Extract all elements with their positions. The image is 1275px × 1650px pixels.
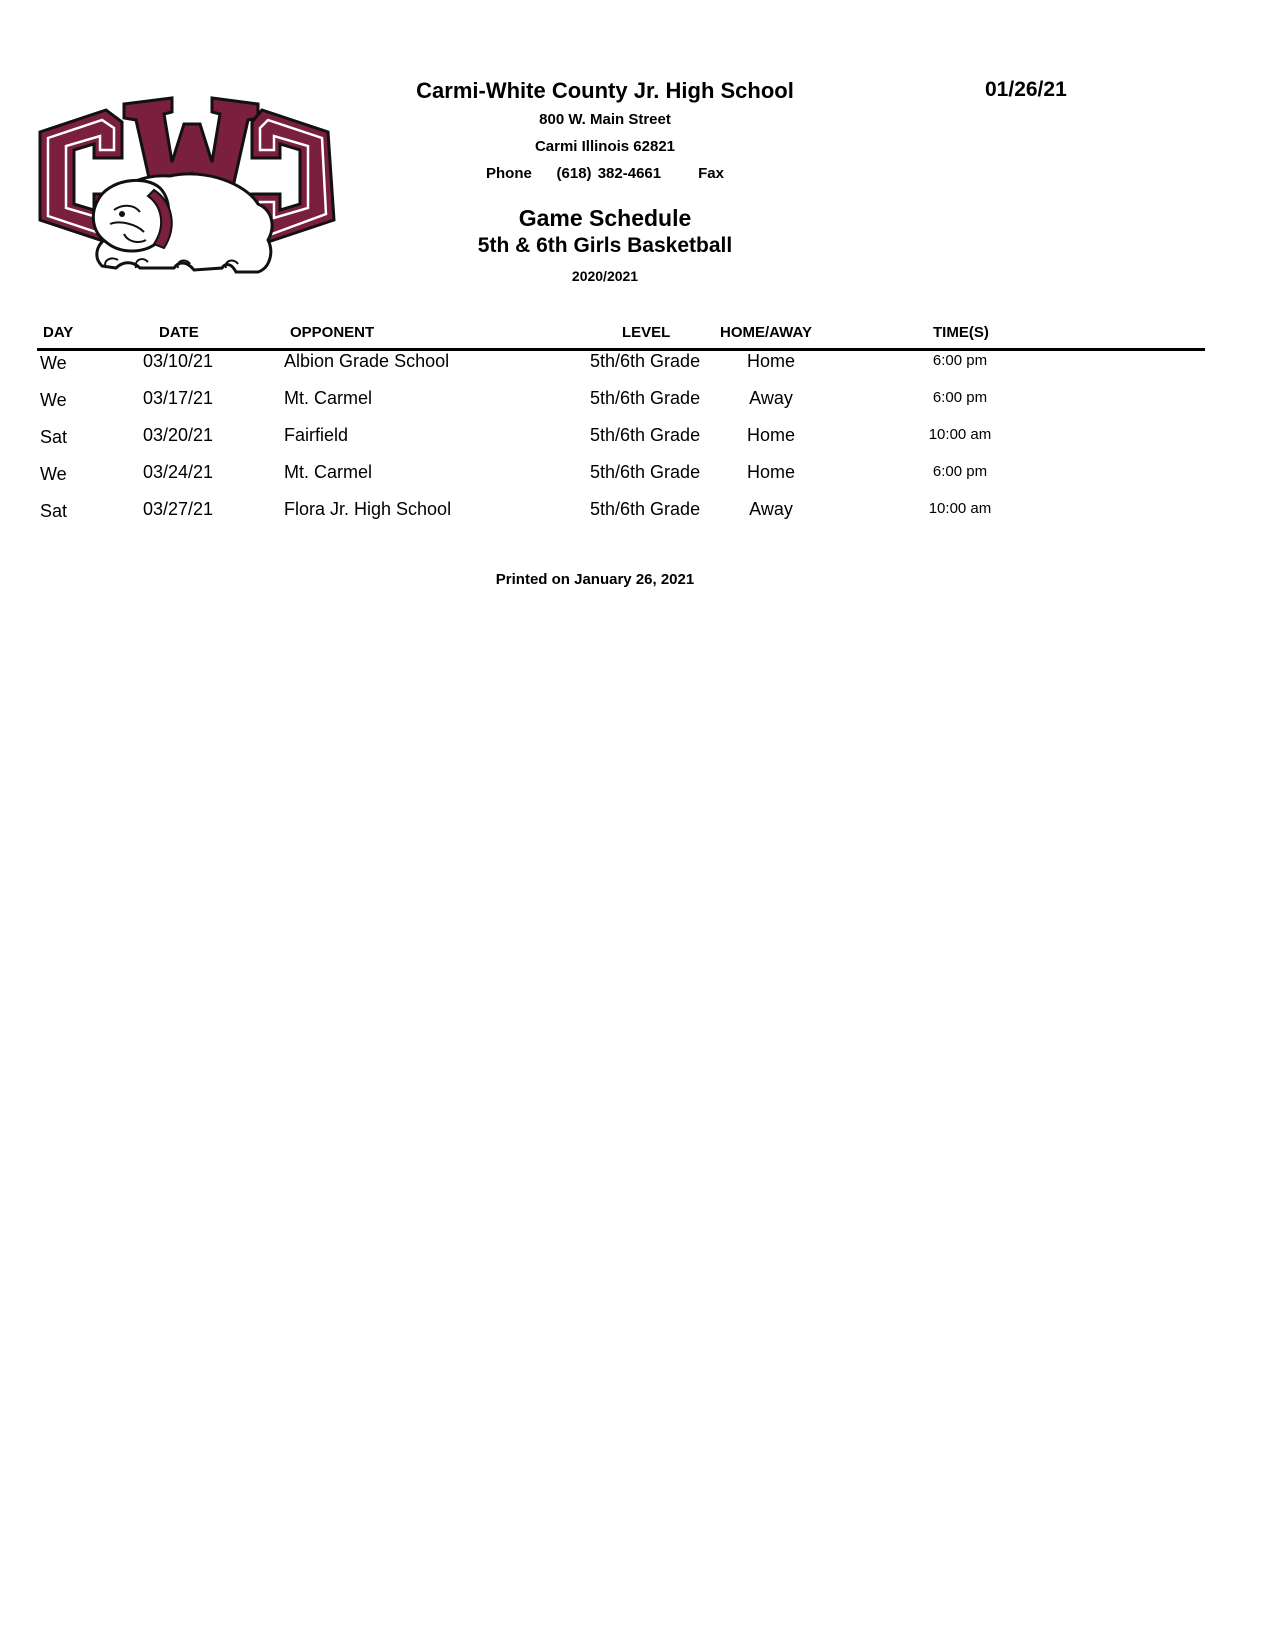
school-name: Carmi-White County Jr. High School <box>416 78 794 103</box>
cell-day: We <box>40 353 67 373</box>
cell-day: We <box>40 390 67 410</box>
document-subtitle: 5th & 6th Girls Basketball <box>477 234 733 257</box>
cell-level: 5th/6th Grade <box>590 351 701 371</box>
column-header-date: DATE <box>159 324 199 341</box>
cell-opponent: Mt. Carmel <box>284 462 373 482</box>
cell-date: 03/27/21 <box>143 499 214 519</box>
cell-opponent: Albion Grade School <box>284 351 450 371</box>
cell-opponent: Fairfield <box>284 425 349 445</box>
cell-level: 5th/6th Grade <box>590 499 701 519</box>
cell-day: We <box>40 464 67 484</box>
printed-on-footer: Printed on January 26, 2021 <box>495 571 695 588</box>
address-street: 800 W. Main Street <box>539 111 671 128</box>
cell-opponent: Mt. Carmel <box>284 388 373 408</box>
contact-line <box>0 165 1210 182</box>
cell-home-away: Home <box>746 351 795 371</box>
cell-day: Sat <box>40 501 68 521</box>
cell-home-away: Home <box>746 462 795 482</box>
cell-home-away: Away <box>749 499 793 519</box>
column-header-day: DAY <box>43 324 74 341</box>
cell-day: Sat <box>40 427 68 447</box>
cell-date: 03/20/21 <box>143 425 214 445</box>
cell-time: 6:00 pm <box>932 389 988 406</box>
cell-home-away: Home <box>746 425 795 445</box>
column-header-times: TIME(S) <box>933 324 989 341</box>
document-title: Game Schedule <box>518 205 692 231</box>
cell-time: 6:00 pm <box>932 352 988 369</box>
phone-label: Phone <box>486 165 532 182</box>
cell-time: 10:00 am <box>928 500 992 517</box>
cell-date: 03/24/21 <box>143 462 214 482</box>
cell-date: 03/17/21 <box>143 388 214 408</box>
fax-label: Fax <box>698 165 724 182</box>
phone-number: (618) 382-4661 <box>556 165 662 182</box>
column-header-opponent: OPPONENT <box>290 324 375 341</box>
header-date: 01/26/21 <box>985 78 1067 101</box>
address-city: Carmi Illinois 62821 <box>534 138 676 155</box>
cell-time: 10:00 am <box>928 426 992 443</box>
cell-home-away: Away <box>749 388 793 408</box>
cell-time: 6:00 pm <box>932 463 988 480</box>
column-header-home-away: HOME/AWAY <box>720 324 812 341</box>
cell-opponent: Flora Jr. High School <box>284 499 452 519</box>
cell-level: 5th/6th Grade <box>590 388 701 408</box>
season: 2020/2021 <box>571 268 639 284</box>
cell-level: 5th/6th Grade <box>590 425 701 445</box>
cell-level: 5th/6th Grade <box>590 462 701 482</box>
cell-date: 03/10/21 <box>143 351 214 371</box>
column-header-level: LEVEL <box>622 324 671 341</box>
